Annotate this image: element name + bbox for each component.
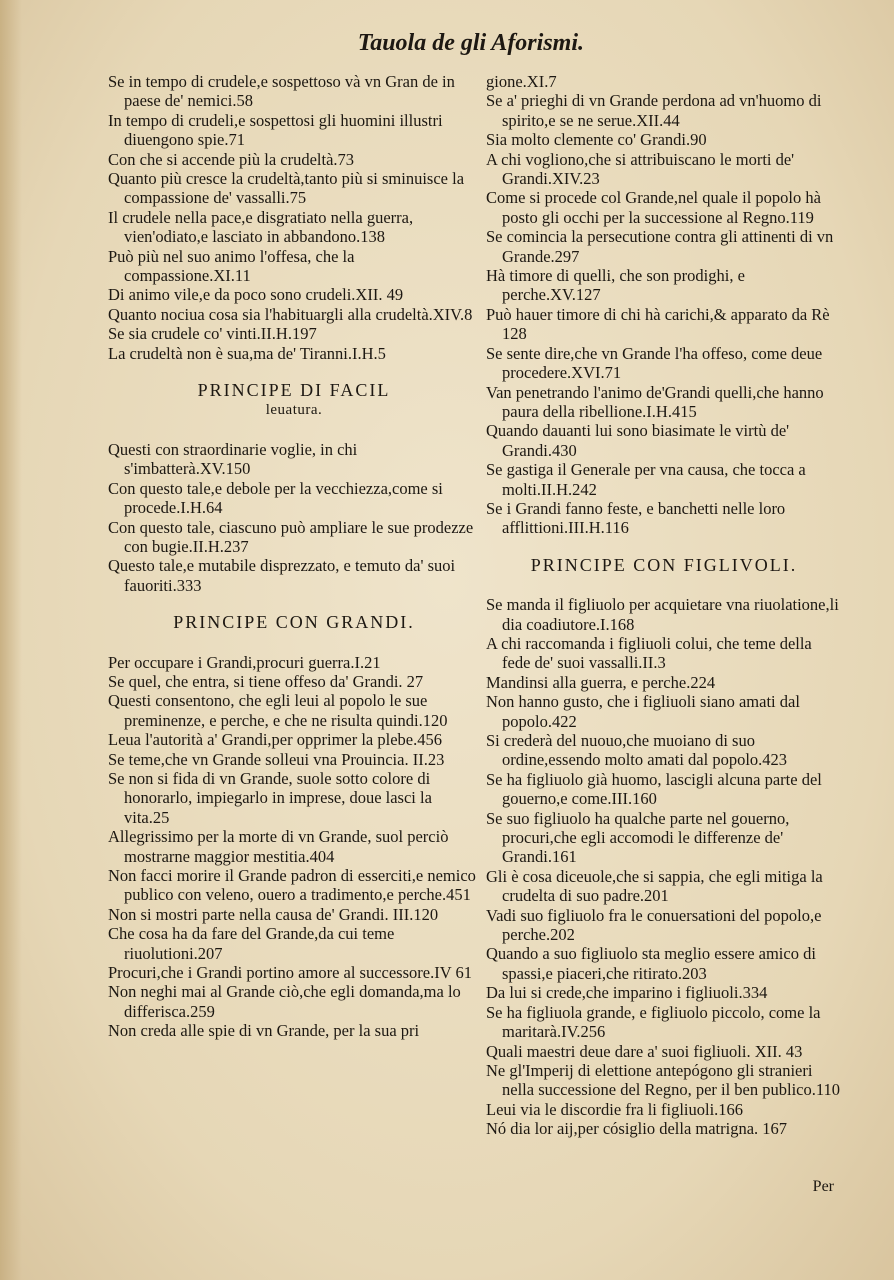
section-title: PRINCIPE CON GRANDI.: [173, 612, 415, 633]
section-title: PRINCIPE DI FACIL: [197, 380, 391, 401]
index-entry: gione.XI.7: [486, 72, 557, 91]
index-entry: Quando a suo figliuolo sta meglio essere amico di spassi,e piaceri,che ritirato.203: [486, 944, 816, 983]
index-entry: Van penetrando l'animo de'Grandi quelli,che hanno paura della ribellione.I.H.415: [486, 382, 824, 421]
section-heading-con-figliuoli: [486, 556, 842, 575]
index-entry: Quanto più cresce la crudeltà,tanto più si sminuisce la compassione de' vassalli.75: [108, 169, 465, 208]
index-entry: Leua l'autorità a' Grandi,per opprimer la plebe.456: [108, 730, 442, 750]
index-entry: Leui via le discordie fra li figliuoli.166: [486, 1099, 744, 1119]
index-entry: Questo tale,e mutabile disprezzato, e temuto da' suoi fauoriti.333: [108, 556, 456, 595]
index-entry: Quando dauanti lui sono biasimate le virtù de' Grandi.430: [486, 421, 790, 460]
section-heading-con-grandi: [108, 613, 480, 632]
left-top-entries: [108, 72, 480, 363]
index-entry: Si crederà del nuouo,che muoiano di suo ordine,essendo molto amati dal popolo.423: [486, 731, 788, 770]
index-entry: Mandinsi alla guerra, e perche.224: [486, 672, 716, 692]
index-entry: Se manda il figliuolo per acquietare vna riuolatione,li dia coadiutore.I.168: [486, 595, 839, 634]
index-entry: Se ha figliuolo già huomo, lascigli alcuna parte del gouerno,e come.III.160: [486, 769, 822, 809]
index-entry: Come si procede col Grande,nel quale il popolo hà posto gli occhi per la successione al Regno.119: [486, 188, 821, 227]
index-entry: Procuri,che i Grandi portino amore al successore.IV 61: [108, 963, 472, 983]
right-column: [486, 72, 842, 1139]
index-entry: Con questo tale,e debole per la vecchiezza,come si procede.I.H.64: [108, 478, 443, 518]
index-entry: Da lui si crede,che imparino i figliuoli.334: [486, 983, 768, 1003]
index-entry: Di animo vile,e da poco sono crudeli.XII. 49: [108, 285, 404, 305]
index-entry: Se gastiga il Generale per vna causa, che tocca a molti.II.H.242: [486, 460, 806, 499]
index-entry: Non hanno gusto, che i figliuoli siano amati dal popolo.422: [486, 692, 800, 731]
left-column: [108, 72, 480, 1041]
index-entry: Che cosa ha da fare del Grande,da cui teme riuolutioni.207: [108, 924, 395, 963]
index-entry: Non creda alle spie di vn Grande, per la sua pri: [108, 1021, 420, 1041]
index-entry: Per occupare i Grandi,procuri guerra.I.21: [108, 652, 381, 672]
index-entry: Non si mostri parte nella causa de' Grandi. III.120: [108, 904, 439, 924]
index-entry: Il crudele nella pace,e disgratiato nella guerra, vien'odiato,e lasciato in abbandono.138: [108, 207, 414, 247]
index-entry: Se i Grandi fanno feste, e banchetti nelle loro afflittioni.III.H.116: [486, 498, 786, 538]
running-head: Tauola de gli Aforismi.: [357, 30, 584, 56]
section-subtitle: leuatura.: [265, 401, 323, 418]
section-title: PRINCIPE CON FIGLIVOLI.: [530, 554, 798, 575]
index-entry: Non neghi mai al Grande ciò,che egli domanda,ma lo differisca.259: [108, 982, 461, 1021]
gutter-shadow: [0, 0, 22, 1280]
index-entry: Può hauer timore di chi hà carichi,& apparato da Rè 128: [486, 304, 830, 344]
index-entry: Sia molto clemente co' Grandi.90: [486, 130, 707, 150]
index-entry: Se comincia la persecutione contra gli attinenti di vn Grande.297: [486, 227, 834, 266]
index-entry: Se sia crudele co' vinti.II.H.197: [108, 324, 317, 344]
index-entry: Se quel, che entra, si tiene offeso da' Grandi. 27: [108, 671, 424, 691]
con-figliuoli-entries: [486, 595, 842, 1138]
right-top-entries: [486, 72, 842, 538]
index-entry: Allegrissimo per la morte di vn Grande, suol perciò mostrarne maggior mestitia.404: [108, 827, 449, 866]
index-entry: Quali maestri deue dare a' suoi figliuoli. XII. 43: [486, 1041, 803, 1061]
index-entry: Se non si fida di vn Grande, suole sotto colore di honorarlo, impiegarlo in imprese, doue lasci la vita.25: [108, 769, 432, 827]
index-entry: A chi vogliono,che si attribuiscano le morti de' Grandi.XIV.23: [486, 149, 795, 189]
index-entry: Gli è cosa diceuole,che si sappia, che egli mitiga la crudelta di suo padre.201: [486, 866, 823, 906]
catchword: Per: [812, 1178, 834, 1195]
index-entry: Se suo figliuolo ha qualche parte nel gouerno, procuri,che egli accomodi le differenze de' Grandi.161: [486, 808, 790, 867]
index-entry: A chi raccomanda i figliuoli colui, che teme della fede de' suoi vassalli.II.3: [486, 633, 812, 673]
index-entry: Se teme,che vn Grande solleui vna Prouincia. II.23: [108, 749, 445, 769]
index-entry: Questi con straordinarie voglie, in chi s'imbatterà.XV.150: [108, 439, 358, 479]
con-grandi-entries: [108, 653, 480, 1041]
index-entry: La crudeltà non è sua,ma de' Tiranni.I.H.5: [108, 343, 386, 363]
index-entry: Se sente dire,che vn Grande l'ha offeso, come deue procedere.XVI.71: [486, 343, 823, 383]
index-entry: Con che si accende più la crudeltà.73: [108, 149, 355, 169]
index-entry: Ne gl'Imperij di elettione antepógono gli stranieri nella successione del Regno, per il ben publico.110: [486, 1060, 841, 1100]
index-entry: Può più nel suo animo l'offesa, che la compassione.XI.11: [108, 246, 355, 286]
index-entry: Non facci morire il Grande padron di esserciti,e nemico publico con veleno, ouero a tradimento,e perche.451: [108, 866, 476, 905]
index-entry: Quanto nociua cosa sia l'habituargli alla crudeltà.XIV.8: [108, 304, 473, 324]
index-entry: Hà timore di quelli, che son prodighi, e perche.XV.127: [486, 266, 745, 305]
index-entry: Se in tempo di crudele,e sospettoso và vn Gran de in paese de' nemici.58: [108, 72, 455, 111]
facil-leuatura-entries: [108, 440, 480, 595]
index-entry: In tempo di crudeli,e sospettosi gli huomini illustri diuengono spie.71: [108, 110, 443, 150]
index-entry: Nó dia lor aij,per cósiglio della matrigna. 167: [486, 1119, 788, 1139]
index-entry: Se a' prieghi di vn Grande perdona ad vn'huomo di spirito,e se ne serue.XII.44: [486, 91, 822, 130]
index-entry: Se ha figliuola grande, e figliuolo piccolo, come la maritarà.IV.256: [486, 1002, 821, 1042]
index-entry: Questi consentono, che egli leui al popolo le sue preminenze, e perche, e che ne risulta quindi.120: [108, 691, 448, 730]
section-heading-facil-leuatura: [108, 381, 480, 420]
index-entry: Vadi suo figliuolo fra le conuersationi del popolo,e perche.202: [486, 905, 822, 945]
index-entry: Con questo tale, ciascuno può ampliare le sue prodezze con bugie.II.H.237: [108, 517, 474, 556]
